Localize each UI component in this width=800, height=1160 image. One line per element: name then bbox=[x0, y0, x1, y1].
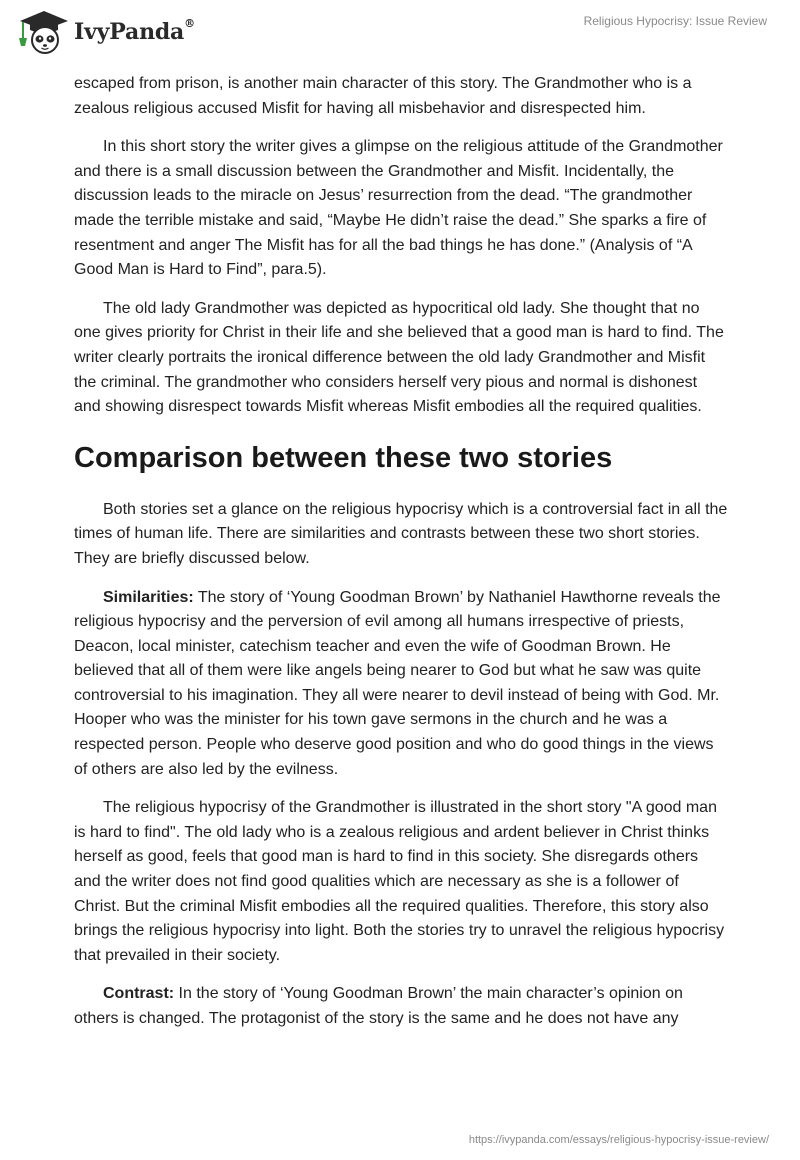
paragraph-text: In the story of ‘Young Goodman Brown’ the main character’s opinion on others is changed. The protagonist of the story is the same and he does not have any bbox=[74, 985, 683, 1027]
registered-mark: ® bbox=[184, 17, 195, 30]
brand-logo[interactable] bbox=[14, 8, 195, 56]
essay-body bbox=[74, 72, 728, 1046]
paragraph bbox=[74, 982, 728, 1031]
brand-name: IvyPanda® bbox=[74, 17, 195, 45]
paragraph: escaped from prison, is another main character of this story. The Grandmother who is a zealous religious accused Misfit for having all misbehavior and disrespected him. bbox=[74, 75, 692, 117]
paragraph-text: The story of ‘Young Goodman Brown’ by Nathaniel Hawthorne reveals the religious hypocrisy and the perversion of evil among all humans irrespective of priests, Deacon, local minister, catechism teacher and even the wife of Goodman Brown. He believed that all of them were like angels being nearer to God but what he saw was quite controversial to his imagination. They all were nearer to devil instead of being with God. Mr. Hooper who was the minister for his town gave sermons in the church and he was a respected person. People who deserve good position and who do good things in the views of others are also led by the evilness. bbox=[74, 588, 721, 778]
paragraph: Both stories set a glance on the religious hypocrisy which is a controversial fact in all the times of human life. There are similarities and contrasts between these two short stories. They are briefly discussed below. bbox=[74, 500, 728, 567]
panda-graduate-logo-icon bbox=[14, 8, 70, 56]
page-header bbox=[0, 0, 800, 70]
contrast-label: Contrast: bbox=[103, 985, 175, 1003]
section-heading: Comparison between these two stories bbox=[74, 441, 613, 474]
source-url-link[interactable]: https://ivypanda.com/essays/religious-hypocrisy-issue-review/ bbox=[468, 1134, 769, 1146]
paragraph: The religious hypocrisy of the Grandmother is illustrated in the short story "A good man is hard to find". The old lady who is a zealous religious and ardent believer in Christ thinks herself as good, feels that good man is hard to find in this society. She disregards others and the writer does not find good qualities which are necessary as she is a follower of Christ. But the criminal Misfit embodies all the required qualities. Therefore, this story also brings the religious hypocrisy into light. Both the stories try to unravel the religious hypocrisy that prevailed in their society. bbox=[74, 799, 725, 964]
paragraph: The old lady Grandmother was depicted as hypocritical old lady. She thought that no one gives priority for Christ in their life and she believed that a good man is hard to find. The writer clearly portraits the ironical difference between the old lady Grandmother and Misfit the criminal. The grandmother who considers herself very pious and normal is dishonest and showing disrespect towards Misfit whereas Misfit embodies all the required qualities. bbox=[74, 299, 724, 416]
paragraph bbox=[74, 586, 728, 783]
similarities-label: Similarities: bbox=[103, 588, 194, 606]
paragraph: In this short story the writer gives a glimpse on the religious attitude of the Grandmother and there is a small discussion between the Grandmother and Misfit. Incidentally, the discussion leads to the miracle on Jesus’ resurrection from the dead. “The grandmother made the terrible mistake and said, “Maybe He didn’t raise the dead.” She sparks a fire of resentment and anger The Misfit has for all the bad things he has done.” (Analysis of “A Good Man is Hard to Find”, para.5). bbox=[74, 138, 723, 279]
document-title: Religious Hypocrisy: Issue Review bbox=[583, 14, 767, 28]
